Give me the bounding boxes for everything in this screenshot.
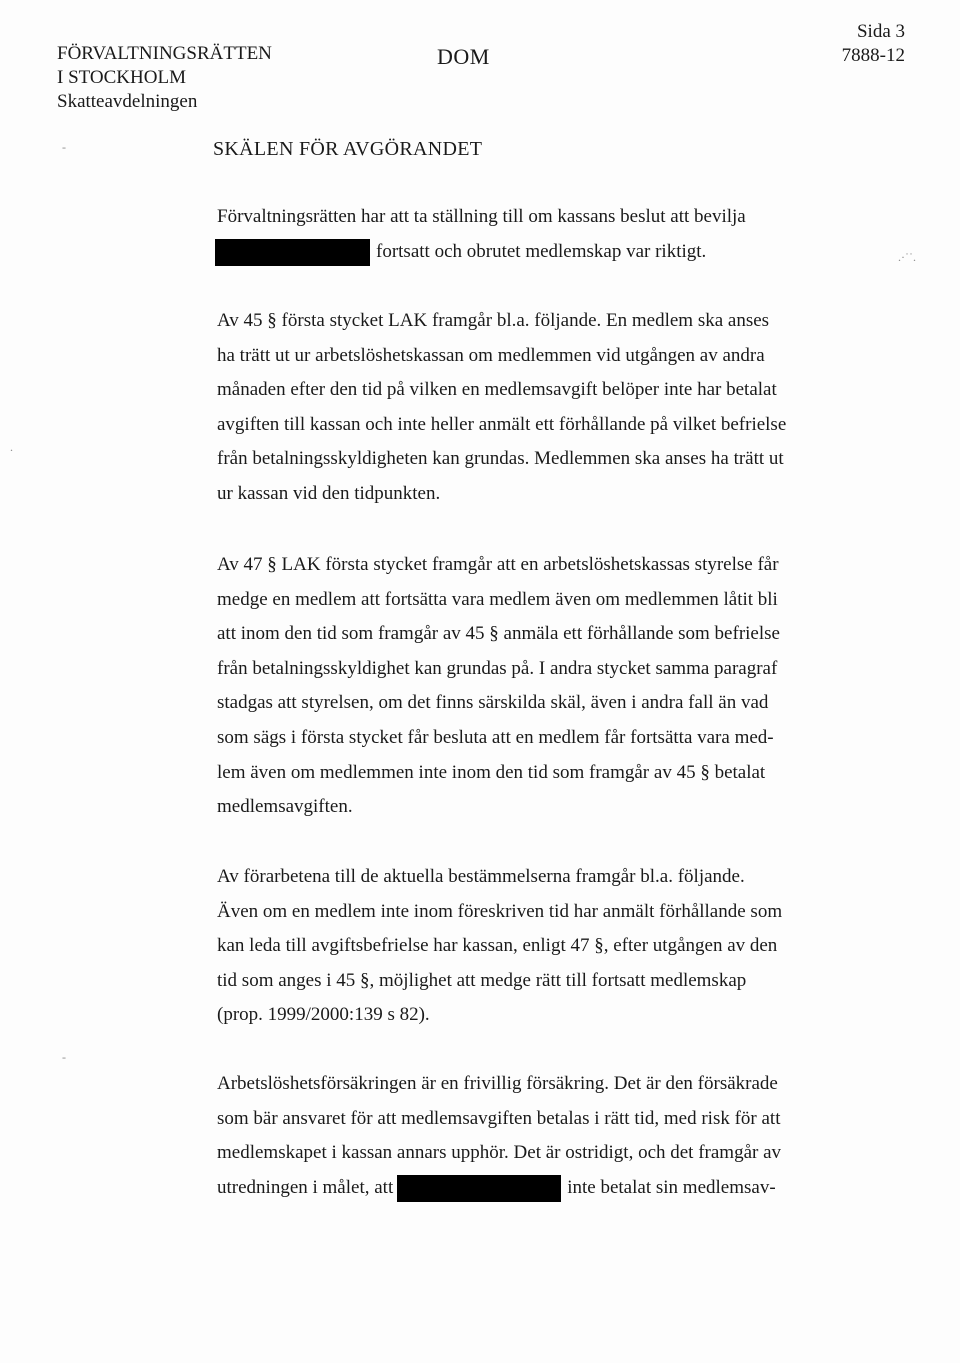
paragraph-line: Av 45 § första stycket LAK framgår bl.a. följande. En medlem ska anses bbox=[217, 310, 770, 331]
paragraph-line: tid som anges i 45 §, möjlighet att medge rätt till fortsatt medlemskap bbox=[217, 969, 747, 991]
paragraph-line: ur kassan vid den tidpunkten. bbox=[217, 482, 441, 504]
case-number: 7888-12 bbox=[841, 45, 905, 66]
redaction-block bbox=[215, 239, 370, 266]
court-name-line-2: I STOCKHOLM bbox=[57, 67, 186, 88]
paragraph-line: medge en medlem att fortsätta vara medlem även om medlemmen låtit bli bbox=[217, 588, 778, 610]
paragraph-line: Arbetslöshetsförsäkringen är en frivillig försäkring. Det är den försäkrade bbox=[217, 1073, 778, 1094]
paragraph-line: från betalningsskyldighet kan grundas på. I andra stycket samma paragraf bbox=[217, 657, 778, 679]
paragraph-line: kan leda till avgiftsbefrielse har kassan, enligt 47 §, efter utgången av den bbox=[217, 935, 778, 957]
paragraph-line: som bär ansvaret för att medlemsavgiften betalas i rätt tid, med risk för att bbox=[217, 1107, 781, 1129]
paragraph-line: att inom den tid som framgår av 45 § anmäla ett förhållande som befrielse bbox=[217, 623, 780, 645]
scan-speck: - bbox=[62, 1050, 66, 1064]
page-info-block bbox=[842, 20, 905, 68]
section-title: SKÄLEN FÖR AVGÖRANDET bbox=[213, 138, 483, 160]
court-department: Skatteavdelningen bbox=[57, 91, 198, 112]
paragraph-line: Av 47 § LAK första stycket framgår att en arbetslöshetskassas styrelse får bbox=[217, 554, 779, 575]
paragraph-line: Även om en medlem inte inom föreskriven tid har anmält förhållande som bbox=[217, 900, 783, 922]
paragraph-1 bbox=[217, 200, 837, 269]
paragraph-line: avgiften till kassan och inte heller anmält ett förhållande på vilket befrielse bbox=[217, 413, 787, 435]
paragraph-line: ha trätt ut ur arbetslöshetskassan om medlemmen vid utgången av andra bbox=[217, 344, 765, 366]
paragraph-line-text: inte betalat sin medlemsav- bbox=[567, 1176, 776, 1198]
paragraph-line: från betalningsskyldigheten kan grundas. Medlemmen ska anses ha trätt ut bbox=[217, 448, 784, 470]
paragraph-line-text: fortsatt och obrutet medlemskap var riktigt. bbox=[376, 240, 707, 262]
paragraph-2 bbox=[217, 304, 837, 512]
paragraph-line-text: utredningen i målet, att bbox=[217, 1176, 394, 1198]
page-number: Sida 3 bbox=[856, 21, 905, 42]
paragraph-line: månaden efter den tid på vilken en medlemsavgift belöper inte har betalat bbox=[217, 379, 777, 401]
paragraph-line: medlemskapet i kassan annars upphör. Det är ostridigt, och det framgår av bbox=[217, 1142, 782, 1164]
scan-speck: - bbox=[62, 140, 66, 154]
paragraph-line: lem även om medlemmen inte inom den tid som framgår av 45 § betalat bbox=[217, 761, 766, 783]
paragraph-line: medlemsavgiften. bbox=[217, 796, 353, 818]
paragraph-line: Förvaltningsrätten har att ta ställning till om kassans beslut att bevilja bbox=[217, 206, 746, 227]
paragraph-line: (prop. 1999/2000:139 s 82). bbox=[217, 1004, 430, 1026]
scan-speck: .·˙˙. bbox=[898, 250, 916, 264]
court-name-block bbox=[57, 42, 272, 114]
paragraph-line-with-redaction bbox=[217, 1171, 837, 1206]
paragraph-line: som sägs i första stycket får besluta att en medlem får fortsätta vara med- bbox=[217, 726, 774, 748]
paragraph-line: Av förarbetena till de aktuella bestämmelserna framgår bl.a. följande. bbox=[217, 866, 745, 887]
paragraph-3 bbox=[217, 548, 837, 825]
paragraph-4 bbox=[217, 860, 837, 1033]
court-name-line-1: FÖRVALTNINGSRÄTTEN bbox=[57, 43, 272, 64]
document-type: DOM bbox=[437, 44, 490, 69]
paragraph-line: stadgas att styrelsen, om det finns särskilda skäl, även i andra fall än vad bbox=[217, 692, 769, 714]
redaction-block bbox=[397, 1175, 561, 1202]
paragraph-5 bbox=[217, 1067, 837, 1205]
paragraph-line-with-redaction bbox=[217, 235, 837, 270]
scan-speck: . bbox=[10, 440, 13, 454]
